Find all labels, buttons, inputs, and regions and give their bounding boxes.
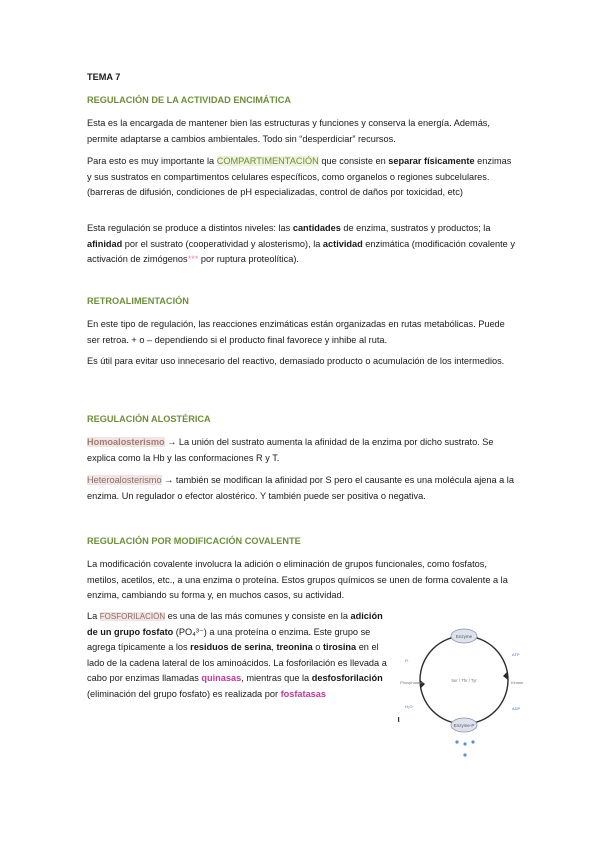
paragraph-fosforilacion: La FOSFORILACIÓN es una de las más comunes y consiste en la adición de un grupo fosfato (PO₄³⁻) a una proteína o enzima. Este grupo se agrega típicamente a los residuos de serina, treonina o tirosina en el lado de la cadena lateral de los aminoácidos. La fosforilación es llevada a cabo por enzimas llamadas quinasas, mientras que la desfosforilación (eliminación del grupo fosfato) es realizada por fosfatasas [87,611,387,699]
paragraph-compartimentacion: Para esto es muy importante la COMPARTIMENTACIÓN que consiste en separar físicamente enzimas y sus sustratos en compartimentos celulares específicos, como organelos o regiones subcelulares. (barreras de difusión, condiciones de pH especializadas, control de daños por toxicidad, etc) [87,156,512,198]
enzyme-top-label: Enzyme [455,634,473,639]
phosphatase-label: Phosphatase [400,680,424,685]
center-label: Ser / Thr / Tyr [451,678,477,683]
term-fosfatasas: fosfatasas [280,688,327,699]
phosphate-dot [463,753,466,756]
phosphate-dot [455,740,458,743]
h2o-label: H₂O [405,704,413,709]
term-heteroalosterismo: Heteroalosterismo [87,475,162,485]
asterisk-note: *** [187,254,199,265]
adp-label: ADP [512,706,521,711]
term-homoalosterismo: Homoalosterismo [87,437,165,447]
phosphate-dot [463,742,466,745]
phosphorylation-cycle-diagram [395,612,530,762]
heading-modificacion-covalente: REGULACIÓN POR MODIFICACIÓN COVALENTE [87,536,301,546]
paragraph-intro: Esta es la encargada de mantener bien las estructuras y funciones y conserva la energía. Además, permite adaptarse a cambios ambientales. Todo sin “desperdiciar” recursos. [87,118,490,144]
paragraph-homoalosterismo: Homoalosterismo → La unión del sustrato aumenta la afinidad de la enzima por dicho sustrato. Se explica como la Hb y las conformaciones R y T. [87,437,494,463]
heading-retroalimentacion: RETROALIMENTACIÓN [87,296,189,306]
atp-label: ATP [512,652,520,657]
paragraph-retroalimentacion: En este tipo de regulación, las reacciones enzimáticas están organizadas en rutas metabólicas. Puede ser retroa. + o – dependiendo si el producto final favorece y inhibe al ruta. [87,319,505,345]
term-quinasas: quinasas [201,673,242,684]
kinase-label: Kinase [511,680,524,685]
phosphate-dot [471,740,474,743]
enzyme-bottom-label: Enzyme-P [453,723,475,728]
paragraph-niveles: Esta regulación se produce a distintos niveles: las cantidades de enzima, sustratos y productos; la afinidad por el sustrato (cooperatividad y alosterismo), la actividad enzimática (modificación covalente y activación de zimógenos*** por ruptura proteolítica). [87,223,515,265]
pi-label: Pᵢ [405,658,409,663]
paragraph-utilidad: Es útil para evitar uso innecesario del reactivo, demasiado producto o acumulación de los intermedios. [87,356,505,366]
term-fosforilacion: FOSFORILACIÓN [99,612,166,621]
document-title: TEMA 7 [87,72,121,82]
heading-regulacion-alosterica: REGULACIÓN ALOSTÉRICA [87,414,211,424]
paragraph-modificacion-covalente: La modificación covalente involucra la adición o eliminación de grupos funcionales, como fosfatos, metilos, acetilos, etc., a una enzima o proteína. Estos grupos químicos se unen de forma covalente a la enzima, cambiando su forma y, en muchos casos, su actividad. [87,559,508,601]
term-compartimentacion: COMPARTIMENTACIÓN [216,156,319,166]
paragraph-heteroalosterismo: Heteroalosterismo → también se modifican la afinidad por S pero el causante es una molécula ajena a la enzima. Un regulador o efector alostérico. Y también puede ser positiva o negativa. [87,475,514,501]
cursor-mark [398,717,399,722]
heading-regulacion-actividad: REGULACIÓN DE LA ACTIVIDAD ENCIMÁTICA [87,95,291,105]
